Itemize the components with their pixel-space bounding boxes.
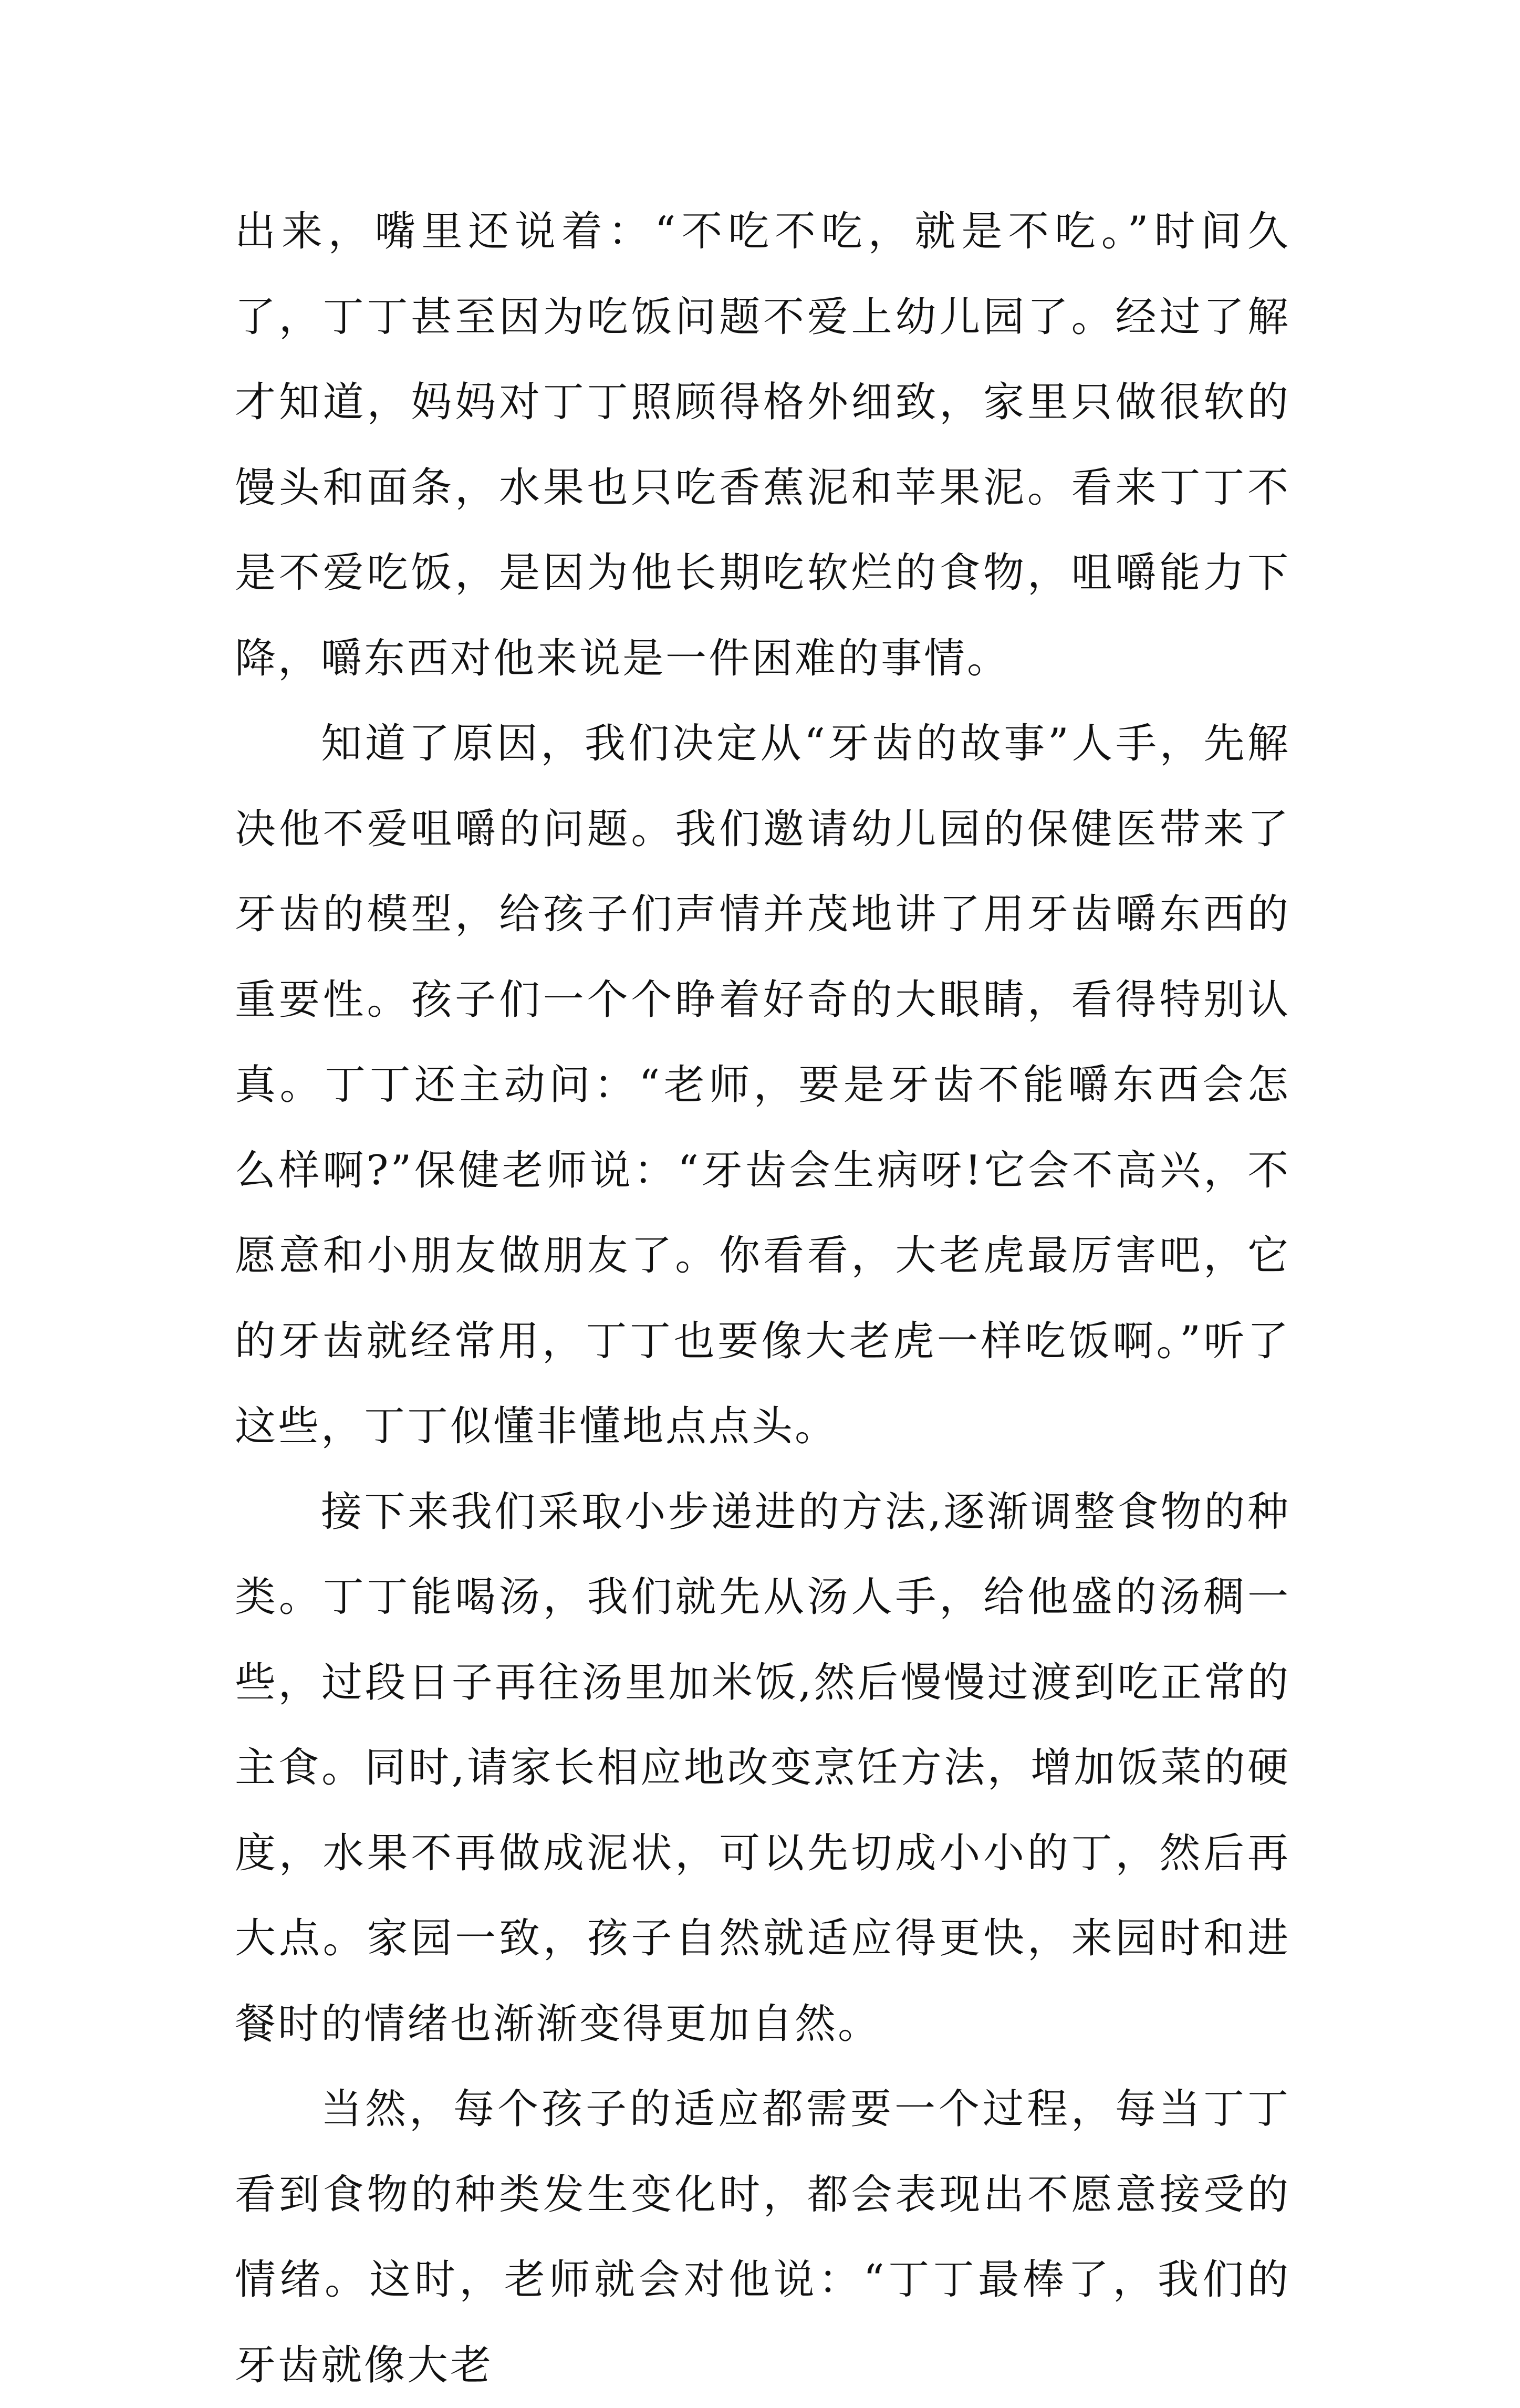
body-text [235,189,1290,2408]
paragraph-1: 出来，嘴里还说着：“不吃不吃，就是不吃。”时间久了，丁丁甚至因为吃饭问题不爱上幼儿园了。经过了解才知道，妈妈对丁丁照顾得格外细致，家里只做很软的馒头和面条，水果也只吃香蕉泥和苹果泥。看来丁丁不是不爱吃饭，是因为他长期吃软烂的食物，咀嚼能力下降，嚼东西对他来说是一件困难的事情。 [235,208,1290,682]
paragraph-3: 接下来我们采取小步递进的方法,逐渐调整食物的种类。丁丁能喝汤，我们就先从汤人手，给他盛的汤稠一些，过段日子再往汤里加米饭,然后慢慢过渡到吃正常的主食。同时,请家长相应地改变烹饪方法，增加饭菜的硬度，水果不再做成泥状，可以先切成小小的丁，然后再大点。家园一致，孩子自然就适应得更快，来园时和进餐时的情绪也渐渐变得更加自然。 [235,1488,1290,2048]
paragraph-4: 当然，每个孩子的适应都需要一个过程，每当丁丁看到食物的种类发生变化时，都会表现出不愿意接受的情绪。这时，老师就会对他说：“丁丁最棒了，我们的牙齿就像大老 [235,2086,1290,2389]
paragraph-2: 知道了原因，我们决定从“牙齿的故事”人手，先解决他不爱咀嚼的问题。我们邀请幼儿园的保健医带来了牙齿的模型，给孩子们声情并茂地讲了用牙齿嚼东西的重要性。孩子们一个个睁着好奇的大眼睛，看得特别认真。丁丁还主动问：“老师，要是牙齿不能嚼东西会怎么样啊?”保健老师说：“牙齿会生病呀!它会不高兴，不愿意和小朋友做朋友了。你看看，大老虎最厉害吧，它的牙齿就经常用，丁丁也要像大老虎一样吃饭啊。”听了这些，丁丁似懂非懂地点点头。 [235,720,1290,1450]
